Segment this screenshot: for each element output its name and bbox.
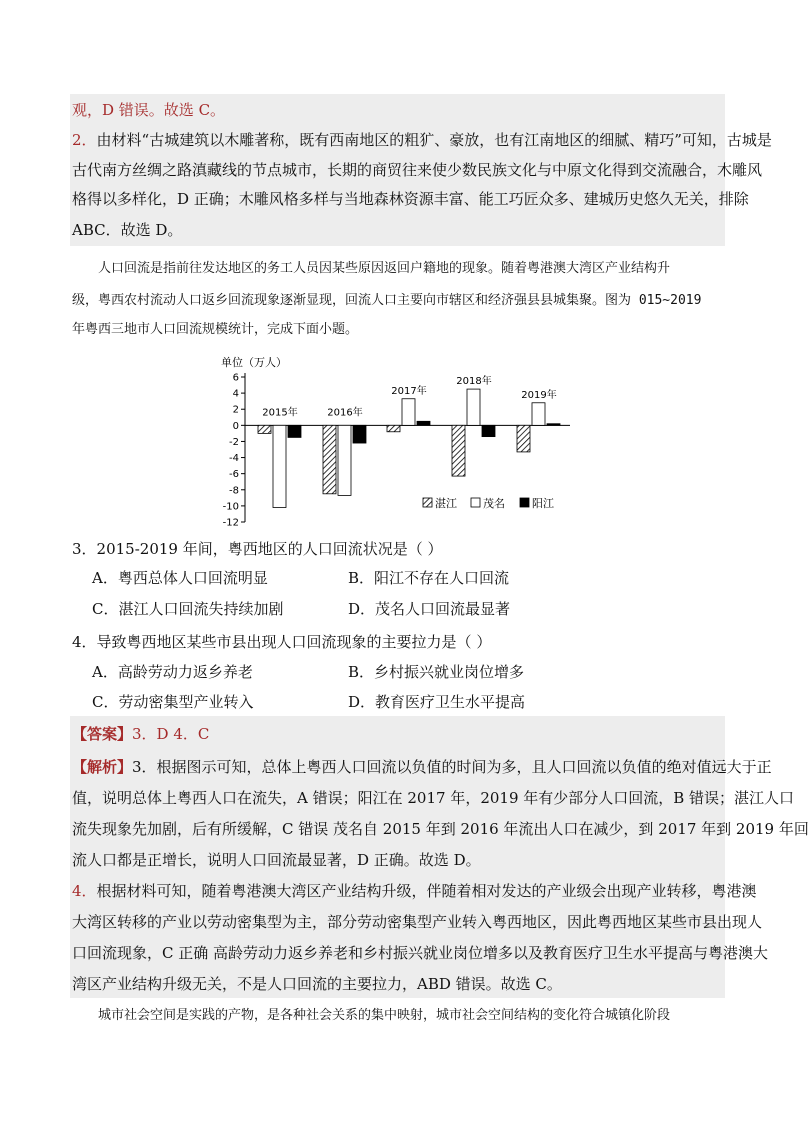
q4-option-a[interactable]: A．高龄劳动力返乡养老 [92,663,253,681]
q4-option-b[interactable]: B．乡村振兴就业岗位增多 [348,663,525,681]
analysis-line [72,97,724,123]
question-number: 2． [72,131,97,149]
bar-茂名-2015年 [273,425,286,507]
analysis-line: 大湾区转移的产业以劳动密集型为主，部分劳动密集型产业转入粤西地区，因此粤西地区某些市县出现人 [72,913,763,931]
bar-茂名-2019年 [532,403,545,426]
question-number: 4． [72,882,97,900]
y-tick-label: 4 [232,388,239,400]
bar-湛江-2017年 [387,425,400,431]
y-tick-label: -8 [229,485,239,497]
category-label: 2019年 [521,389,557,401]
y-tick-label: -2 [229,436,239,448]
material-line: 年粤西三地市人口回流规模统计，完成下面小题。 [72,322,359,337]
y-tick-label: 2 [232,404,239,416]
analysis-line [72,754,772,780]
y-tick-label: -10 [222,501,239,513]
analysis-line [72,127,772,153]
question-4-stem: 4．导致粤西地区某些市县出现人口回流现象的主要拉力是（ ） [72,633,492,651]
bar-茂名-2018年 [467,389,480,425]
question-3-stem: 3．2015-2019 年间，粤西地区的人口回流状况是（ ） [72,540,443,558]
y-tick-label: 0 [232,420,239,432]
category-label: 2016年 [327,407,363,419]
bar-阳江-2019年 [547,424,560,426]
analysis-line: 湾区产业结构升级无关，不是人口回流的主要拉力，ABD 错误。故选 C。 [72,975,562,993]
population-return-chart [215,350,575,530]
bar-湛江-2018年 [452,425,465,476]
q4-option-c[interactable]: C．劳动密集型产业转入 [92,693,254,711]
y-tick-label: 6 [232,372,239,384]
bar-湛江-2015年 [258,425,271,433]
category-label: 2017年 [391,385,427,397]
analysis-line: 流人口都是正增长，说明人口回流最显著，D 正确。故选 D。 [72,851,481,869]
answer-text: 3．D 4．C [132,725,210,743]
answer-line [72,721,724,747]
analysis-line: 格得以多样化，D 正确；木雕风格多样与当地森林资源丰富、能工巧匠众多、建城历史悠久无关，排除 [72,190,749,208]
analysis-line: 值，说明总体上粤西人口在流失，A 错误；阳江在 2017 年，2019 年有少部分人口回流，B 错误；湛江人口 [72,789,795,807]
category-label: 2015年 [262,407,298,419]
analysis-text: 由材料“古城建筑以木雕著称，既有西南地区的粗犷、豪放，也有江南地区的细腻、精巧”可知，古城是 [96,131,772,149]
category-label: 2018年 [456,376,492,388]
y-tick-label: -4 [229,453,239,465]
bar-阳江-2016年 [353,425,366,443]
analysis-line: 古代南方丝绸之路滇藏线的节点城市，长期的商贸往来使少数民族文化与中原文化得到交流融合，木雕风 [72,161,763,179]
y-tick-label: -6 [229,469,239,481]
analysis-text: 根据材料可知，随着粤港澳大湾区产业结构升级，伴随着相对发达的产业级会出现产业转移，粤港澳 [96,882,757,900]
analysis-text: 观，D 错误。故选 C。 [72,101,226,119]
bar-阳江-2015年 [288,425,301,437]
analysis-text: 3．根据图示可知，总体上粤西人口回流以负值的时间为多，且人口回流以负值的绝对值远大于正 [132,758,772,776]
material-line: 级，粤西农村流动人口返乡回流现象逐渐显现，回流人口主要向市辖区和经济强县县城集聚。图为 015~2019 [72,293,702,308]
legend-label: 茂名 [483,497,505,510]
q3-option-b[interactable]: B．阳江不存在人口回流 [348,569,510,587]
analysis-label: 【解析】 [72,758,133,776]
material-line: 人口回流是指前往发达地区的务工人员因某些原因返回户籍地的现象。随着粤港澳大湾区产业结构升 [98,261,671,276]
bar-湛江-2016年 [323,425,336,493]
analysis-line: 口回流现象，C 正确 高龄劳动力返乡养老和乡村振兴就业岗位增多以及教育医疗卫生水平提高与粤港澳大 [72,944,769,962]
bar-茂名-2016年 [338,425,351,495]
y-axis-label: 单位（万人） [221,356,287,369]
analysis-line [72,878,757,904]
q3-option-d[interactable]: D．茂名人口回流最显著 [348,600,511,618]
q3-option-a[interactable]: A．粤西总体人口回流明显 [92,569,268,587]
bar-湛江-2019年 [517,425,530,452]
bar-阳江-2017年 [417,421,430,425]
bar-茂名-2017年 [402,399,415,426]
next-material-line: 城市社会空间是实践的产物，是各种社会关系的集中映射，城市社会空间结构的变化符合城镇化阶段 [98,1008,671,1023]
analysis-line: 流失现象先加剧，后有所缓解，C 错误 茂名自 2015 年到 2016 年流出人口在减少，到 2017 年到 2019 年回 [72,820,809,838]
analysis-line: ABC．故选 D。 [72,221,183,239]
q4-option-d[interactable]: D．教育医疗卫生水平提高 [348,693,526,711]
legend-swatch-湛江 [423,498,432,507]
legend-swatch-茂名 [471,498,480,507]
legend-label: 阳江 [532,497,554,510]
legend-label: 湛江 [435,497,457,510]
q3-option-c[interactable]: C．湛江人口回流失持续加剧 [92,600,284,618]
y-tick-label: -12 [222,517,239,529]
bar-阳江-2018年 [482,425,495,436]
answer-label: 【答案】 [72,725,133,743]
legend-swatch-阳江 [520,498,529,507]
